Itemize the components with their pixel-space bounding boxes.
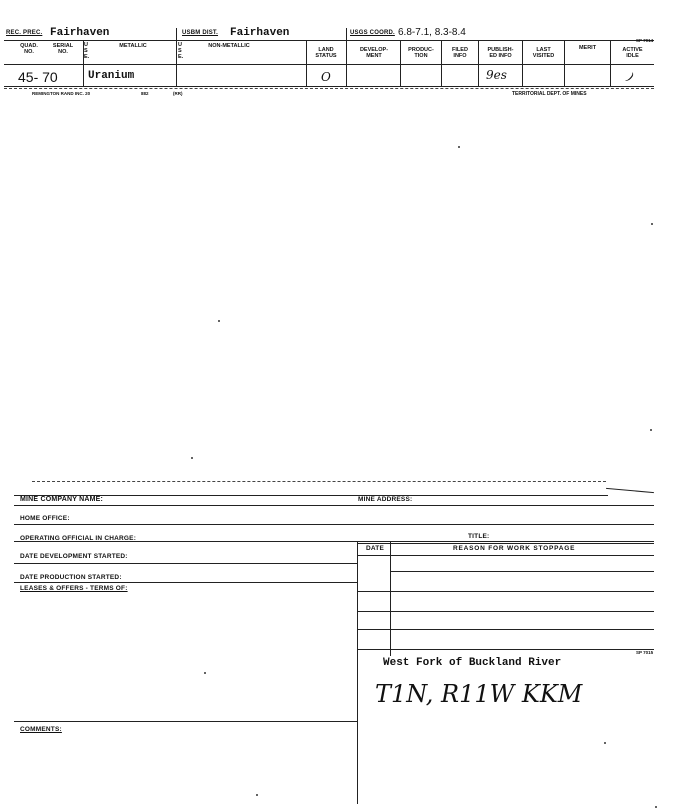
rec-prec-label: REC. PREC.	[6, 30, 43, 36]
active-idle-value: )	[624, 69, 636, 85]
stoppage-table-divider	[390, 541, 391, 656]
col-land-status: LAND STATUS	[315, 47, 337, 59]
col-active-idle: ACTIVE IDLE	[622, 47, 643, 59]
rule	[14, 563, 357, 564]
rule	[14, 524, 654, 525]
rule	[390, 571, 654, 572]
col-published-info: PUBLISH- ED INFO	[487, 47, 514, 59]
col-quad-no: QUAD. NO.	[20, 43, 38, 55]
scan-speck	[458, 146, 460, 148]
col-serial-no: SERIAL NO.	[52, 43, 74, 55]
date-production-started-label: DATE PRODUCTION STARTED:	[20, 574, 122, 581]
col-development: DEVELOP- MENT	[359, 47, 389, 59]
col-divider	[176, 28, 177, 86]
mine-address-label: MINE ADDRESS:	[358, 496, 413, 503]
bottom-card-top-rule	[14, 495, 608, 496]
top-form-number: SP 7014	[636, 38, 654, 43]
top-card-row-rule	[4, 86, 654, 87]
scan-speck	[204, 672, 206, 674]
col-merit: MERIT	[578, 45, 597, 51]
col-production: PRODUC- TION	[408, 47, 434, 59]
bottom-card-corner-stroke	[606, 488, 654, 493]
rule	[357, 649, 654, 650]
rule	[14, 505, 654, 506]
card-center-divider	[357, 582, 358, 804]
top-card-header-rule	[4, 64, 654, 65]
top-card-bottom-rule	[4, 88, 654, 89]
rule	[357, 555, 654, 556]
rule	[14, 541, 654, 542]
col-divider	[346, 28, 347, 86]
rule	[357, 591, 654, 592]
location-handwritten: T1N, R11W KKM	[375, 680, 583, 708]
comments-label: COMMENTS:	[20, 726, 62, 733]
col-non-metallic: NON-METALLIC	[208, 43, 250, 49]
top-footer-left: REMINGTON RAND INC. 20	[32, 91, 91, 96]
operating-official-label: OPERATING OFFICIAL IN CHARGE:	[20, 535, 137, 542]
col-filed-info: FILED INFO	[452, 47, 468, 59]
rule	[357, 611, 654, 612]
scan-speck	[604, 742, 606, 744]
col-use-non-metallic: U S E.	[178, 42, 184, 60]
mine-company-name-label: MINE COMPANY NAME:	[20, 496, 104, 503]
scan-speck	[191, 457, 193, 459]
rule	[357, 629, 654, 630]
top-footer-right: TERRITORIAL DEPT. OF MINES	[512, 91, 587, 97]
scan-speck	[650, 429, 652, 431]
published-info-value: 9es	[486, 68, 507, 82]
col-metallic: METALLIC	[119, 43, 147, 49]
location-typed: West Fork of Buckland River	[383, 657, 562, 669]
bottom-form-number: SP 7015	[636, 650, 654, 655]
rule	[14, 582, 357, 583]
date-col-label: DATE	[366, 545, 385, 552]
scan-speck	[651, 223, 653, 225]
usbm-dist-label: USBM DIST.	[182, 30, 219, 36]
rule	[14, 721, 357, 722]
reason-col-label: REASON FOR WORK STOPPAGE	[453, 545, 576, 552]
usgs-coord-value: 6.8-7.1, 8.3-8.4	[398, 27, 466, 38]
date-development-started-label: DATE DEVELOPMENT STARTED:	[20, 553, 128, 560]
top-footer-code: 882	[141, 91, 149, 96]
rec-prec-value: Fairhaven	[50, 27, 110, 39]
rule	[357, 543, 654, 544]
top-footer-code2: (RR)	[173, 91, 183, 96]
quad-serial-value: 45- 70	[18, 69, 58, 85]
col-last-visited: LAST VISITED	[532, 47, 555, 59]
scan-speck	[218, 320, 220, 322]
title-label: TITLE:	[468, 533, 490, 540]
land-status-value: O	[321, 70, 331, 84]
scan-speck	[256, 794, 258, 796]
col-use-metallic: U S E.	[84, 42, 90, 60]
top-card-top-rule	[4, 40, 654, 41]
bottom-card-dashed-top	[32, 481, 606, 482]
metallic-value: Uranium	[88, 70, 135, 82]
leases-offers-label: LEASES & OFFERS - TERMS OF:	[20, 585, 128, 592]
usgs-coord-label: USGS COORD.	[350, 30, 395, 36]
home-office-label: HOME OFFICE:	[20, 515, 70, 522]
scan-speck	[655, 806, 657, 808]
usbm-dist-value: Fairhaven	[230, 27, 290, 39]
